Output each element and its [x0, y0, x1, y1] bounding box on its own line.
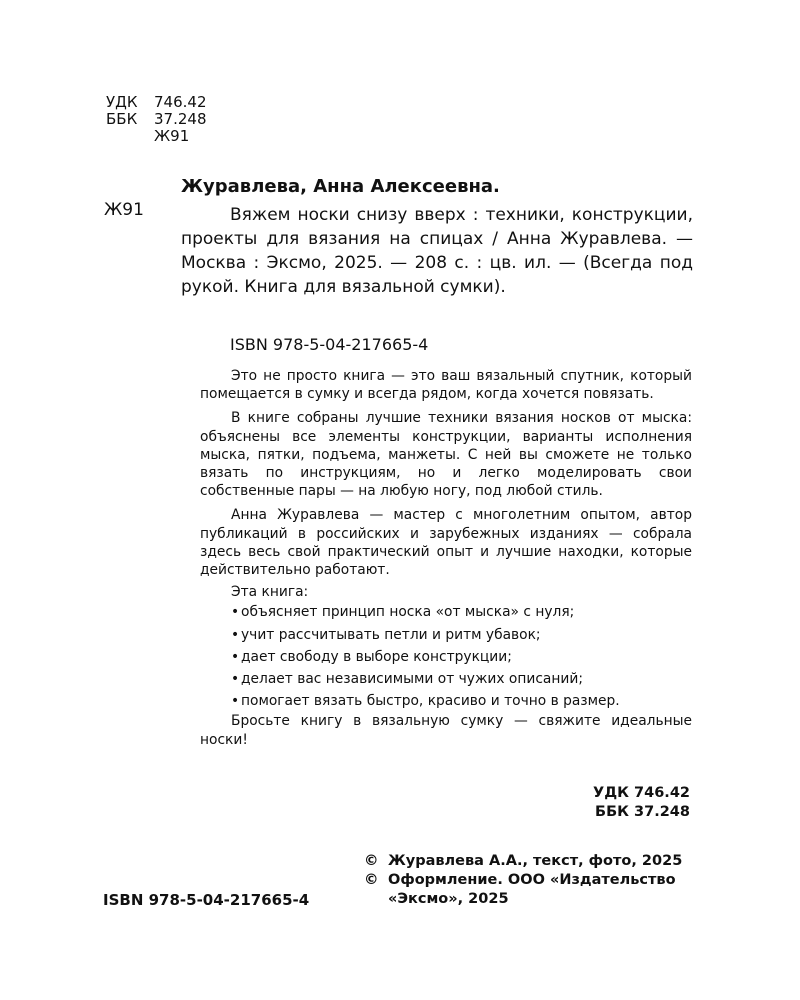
bullet-icon: • [231, 604, 240, 621]
feature-list [200, 603, 692, 710]
copyright-text: Оформление. ООО «Издательство «Эксмо», 2025 [388, 872, 676, 907]
bbk-label: ББК [106, 110, 138, 128]
udk-code: УДК 746.42 [593, 785, 690, 801]
cutter-code-top: Ж91 [154, 127, 190, 145]
bbk-value: 37.248 [154, 110, 207, 128]
list-item [200, 603, 692, 621]
list-item-text: дает свободу в выборе конструкции; [241, 648, 512, 665]
annotation-paragraph-1: Это не просто книга — это ваш вязальный спутник, который помещается в сумку и всегда рядом, когда хочется повязать. [200, 368, 692, 403]
list-item [200, 692, 692, 710]
list-intro: Эта книга: [231, 584, 309, 601]
bullet-icon: • [231, 626, 240, 643]
copyright-icon: © [364, 872, 379, 888]
bibliographic-description [181, 203, 693, 299]
author-heading: Журавлева, Анна Алексеевна. [181, 176, 500, 197]
list-item-text: делает вас независимыми от чужих описаний; [241, 671, 583, 688]
classification-codes-bottom [593, 784, 690, 822]
bullet-icon: • [231, 648, 240, 665]
list-item [200, 626, 692, 644]
list-item-text: учит рассчитывать петли и ритм убавок; [241, 626, 541, 643]
annotation-paragraph-3: Анна Журавлева — мастер с многолетним опытом, автор публикаций в российских и зарубежных изданиях — собрала здесь весь свой практический опыт и лучшие находки, которые действительно работают. [200, 507, 692, 579]
list-item [200, 648, 692, 666]
copyright-block [364, 852, 714, 909]
annotation-paragraph-2: В книге собраны лучшие техники вязания носков от мыска: объяснены все элементы конструкции, варианты исполнения мыска, пятки, подъема, манжеты. С ней вы сможете не только вязать по инструкциям, но и легко моделировать свои собственные пары — на любую ногу, под любой стиль. [200, 410, 692, 500]
udk-value: 746.42 [154, 93, 207, 111]
bibliographic-text: Вяжем носки снизу вверх : техники, конструкции, проекты для вязания на спицах / Анна Журавлева. — Москва : Эксмо, 2025. — 208 с. : цв. ил. — (Всегда под рукой. Книга для вязальной сумки). [181, 205, 693, 297]
list-item-text: объясняет принцип носка «от мыска» с нуля; [241, 604, 575, 621]
copyright-icon: © [364, 853, 379, 869]
annotation [200, 367, 692, 749]
annotation-closing: Бросьте книгу в вязальную сумку — свяжите идеальные носки! [200, 713, 692, 748]
isbn-line: ISBN 978-5-04-217665-4 [230, 335, 429, 354]
bbk-code: ББК 37.248 [595, 804, 690, 820]
list-item [200, 670, 692, 688]
bullet-icon: • [231, 671, 240, 688]
copyright-text: Журавлева А.А., текст, фото, 2025 [388, 853, 683, 869]
classification-codes-top [106, 94, 207, 145]
list-item-text: помогает вязать быстро, красиво и точно в размер. [241, 693, 620, 710]
cutter-code-side: Ж91 [104, 200, 144, 220]
udk-label: УДК [106, 93, 138, 111]
bullet-icon: • [231, 693, 240, 710]
isbn-bottom: ISBN 978-5-04-217665-4 [103, 891, 310, 909]
